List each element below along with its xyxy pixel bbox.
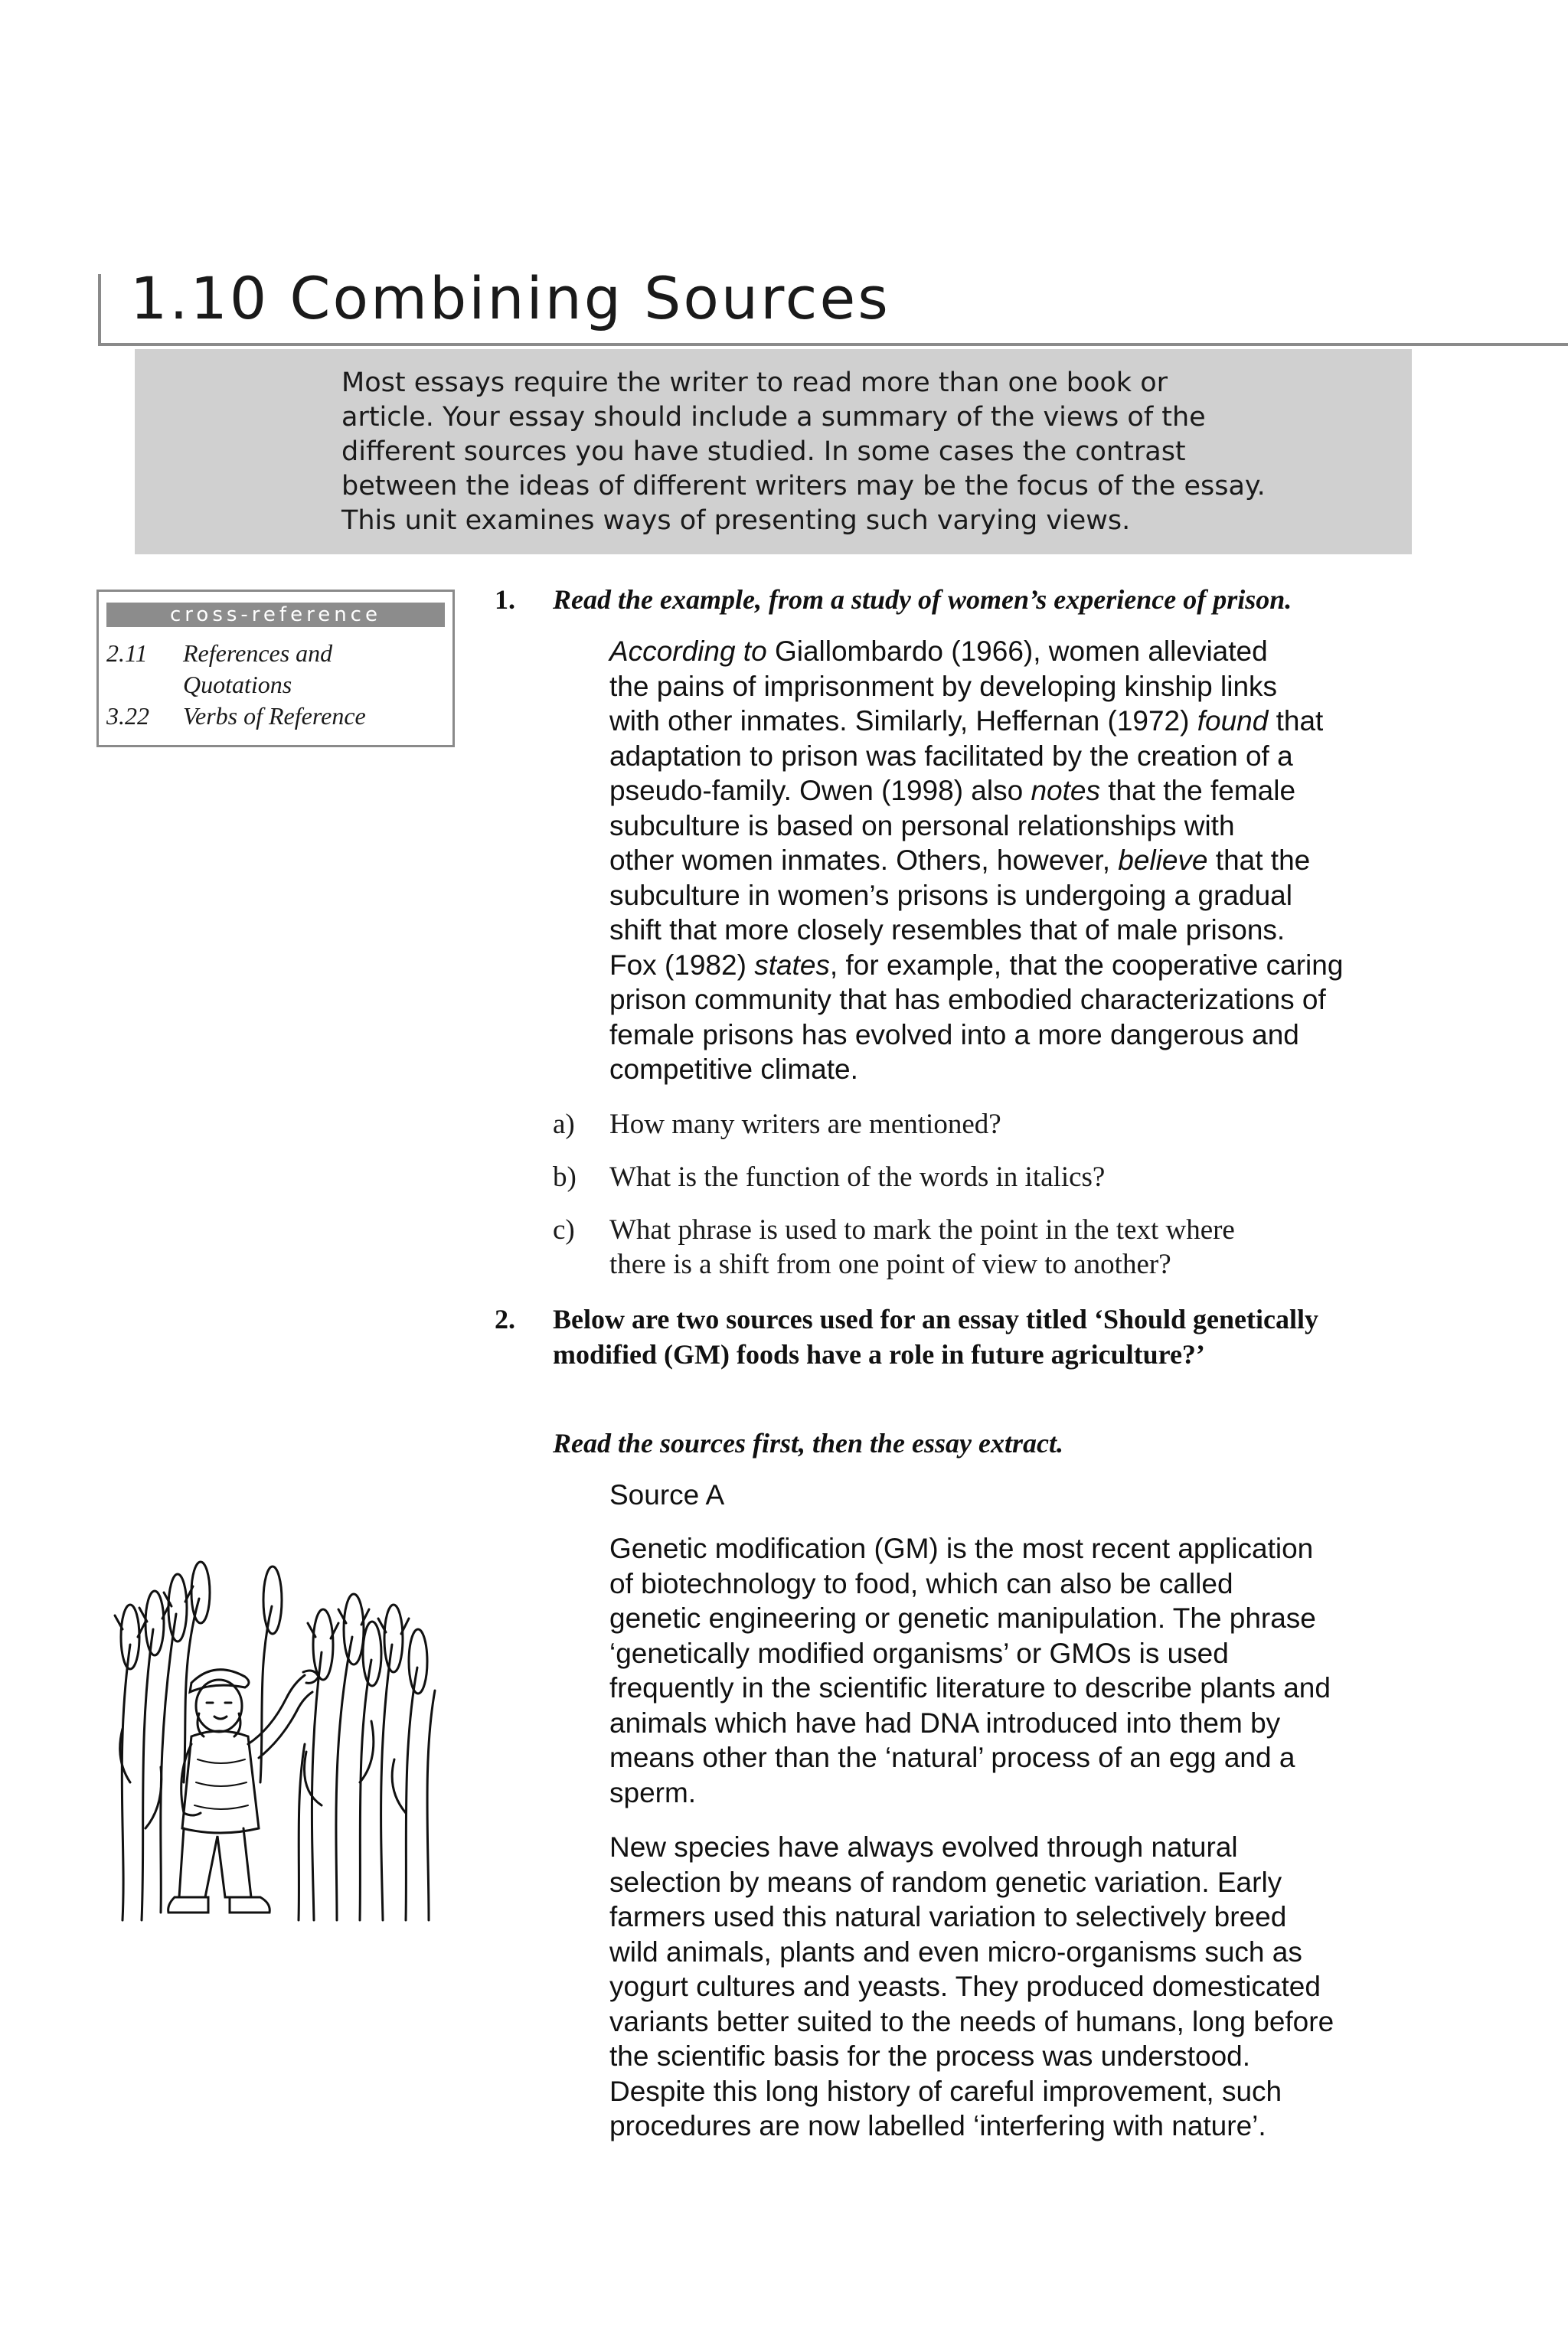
title-rule-horizontal	[98, 343, 1568, 346]
farmer-in-wheat-illustration	[107, 1553, 444, 1929]
cross-reference-label: Verbs of Reference	[183, 702, 366, 730]
intro-text: Most essays require the writer to read more than one book or article. Your essay should include a summary of the views of the different sources you have studied. In some cases the contrast between the ideas of different writers may be the focus of the essay. This unit examines ways of presenting such varying views.	[341, 368, 1266, 536]
cross-reference-number: 2.11	[106, 639, 148, 667]
sub-question-letter: b)	[553, 1161, 577, 1193]
cross-reference-number: 3.22	[106, 702, 149, 730]
sub-question-c	[553, 1213, 1441, 1282]
question-1-instruction: Read the example, from a study of women’s experience of prison.	[553, 584, 1292, 615]
question-2-prompt: Below are two sources used for an essay titled ‘Should genetically modified (GM) foods have a role in future agriculture?’	[553, 1304, 1318, 1370]
farmer-figure	[168, 1670, 318, 1913]
cross-reference-label: References and Quotations	[183, 639, 333, 698]
source-label: Source A	[609, 1479, 725, 1511]
sub-question-text: What is the function of the words in italics?	[609, 1161, 1106, 1193]
example-paragraph: According to Giallombardo (1966), women alleviated the pains of imprisonment by developing kinship links with other inmates. Similarly, Heffernan (1972) found that adaptation to prison was facilitated by the creation of a pseudo-family. Owen (1998) also notes that the female subculture is based on personal relationships with other women inmates. Others, however, believe that the subculture in women’s prisons is undergoing a gradual shift that more closely resembles that of male prisons. Fox (1982) states, for example, that the cooperative caring prison community that has embodied characterizations of female prisons has evolved into a more dangerous and competitive climate.	[609, 635, 1344, 1085]
source-a-paragraph-2: New species have always evolved through natural selection by means of random genetic variation. Early farmers used this natural variation to selectively breed wild animals, plants and even micro-organisms such as yogurt cultures and yeasts. They produced domesticated variants better suited to the needs of humans, long before the scientific basis for the process was understood. Despite this long history of careful improvement, such procedures are now labelled ‘interfering with nature’.	[609, 1831, 1334, 2141]
sub-question-text: How many writers are mentioned?	[609, 1109, 1001, 1140]
sub-question-b	[553, 1160, 1441, 1194]
cross-reference-item	[106, 701, 443, 732]
cross-reference-item	[106, 638, 443, 701]
example-italic-verb: found	[1197, 705, 1269, 737]
title-rule-vertical	[98, 274, 101, 346]
question-1-number: 1.	[495, 584, 515, 615]
sub-question-a	[553, 1107, 1441, 1142]
sub-question-letter: a)	[553, 1109, 575, 1140]
example-italic-verb: states	[754, 949, 830, 981]
sub-question-text: What phrase is used to mark the point in the text where there is a shift from one point of view to another?	[609, 1214, 1235, 1280]
question-2-number: 2.	[495, 1304, 515, 1334]
example-italic-verb: notes	[1031, 775, 1100, 806]
source-a-paragraph-1: Genetic modification (GM) is the most recent application of biotechnology to food, which can also be called genetic engineering or genetic manipulation. The phrase ‘genetically modified organisms’ or GMOs is used frequently in the scientific literature to describe plants and animals which have had DNA introduced into them by means other than the ‘natural’ process of an egg and a sperm.	[609, 1533, 1331, 1808]
question-2-instruction: Read the sources first, then the essay extract.	[553, 1428, 1063, 1459]
intro-box	[135, 349, 1412, 554]
sub-question-letter: c)	[553, 1214, 575, 1246]
example-italic-verb: believe	[1118, 844, 1208, 876]
cross-reference-heading: cross-reference	[106, 603, 445, 627]
example-italic-verb: According to	[609, 635, 767, 667]
page-title: 1.10 Combining Sources	[130, 264, 890, 332]
cross-reference-list	[106, 638, 443, 732]
cross-reference-box	[96, 590, 455, 747]
